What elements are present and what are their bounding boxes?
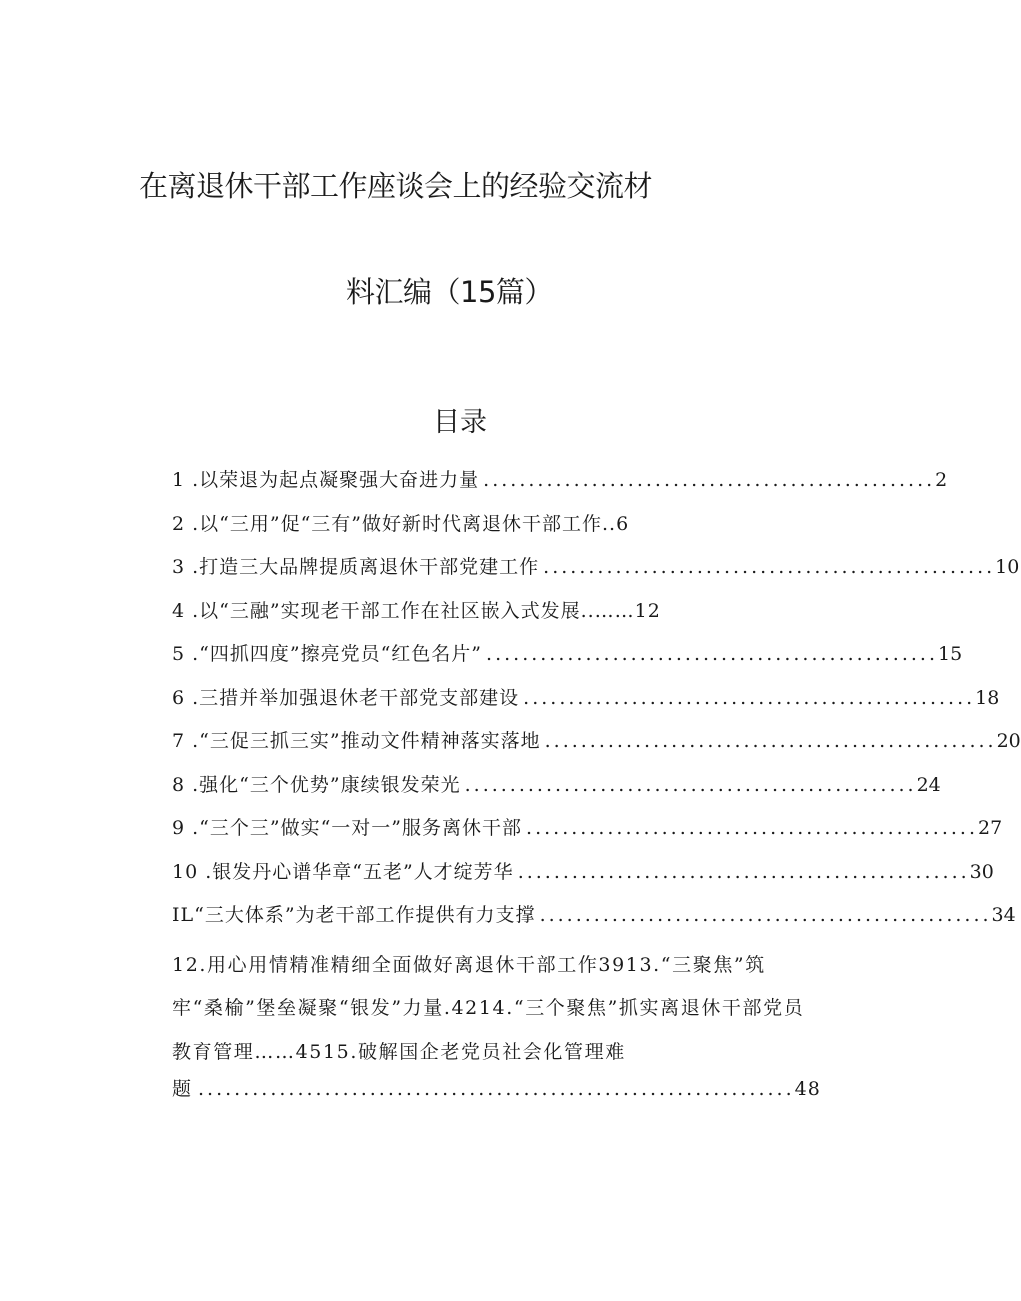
toc-page-number: 34 (991, 904, 1016, 926)
toc-entry-text: IL“三大体系”为老干部工作提供有力支撑 (172, 904, 536, 926)
toc-leader-dots: .................................................. (539, 904, 992, 926)
toc-entry-9 (172, 813, 1003, 857)
toc-leader-dots: .................................................. (517, 860, 970, 883)
toc-entry-2 (172, 509, 762, 553)
toc-entry-text: 3 .打造三大品牌提质离退休干部党建工作 (172, 556, 540, 578)
toc-entry-text: 10 .银发丹心谱华章“五老”人才绽芳华 (172, 860, 514, 883)
toc-entry-3 (172, 552, 1020, 596)
toc-leader-dots: .................................................. (486, 643, 939, 665)
toc-page-number: 24 (916, 773, 941, 796)
table-of-contents (172, 465, 1021, 1118)
toc-entry-10 (172, 857, 994, 901)
toc-leader-dots: .................................................. (483, 469, 936, 491)
toc-leader-dots: .................................................. (543, 556, 996, 578)
toc-entry-4 (172, 596, 762, 640)
toc-page-number: 15 (938, 643, 963, 665)
toc-entry-text: 9 .“三个三”做实“一对一”服务离休干部 (172, 817, 523, 839)
toc-entry-text: 5 .“四抓四度”擦亮党员“红色名片” (172, 643, 483, 665)
toc-entry-text: 4 .以“三融”实现老干部工作在社区嵌入式发展..……12 (172, 599, 661, 622)
toc-leader-dots: .................................................. (464, 773, 917, 796)
document-title-line-2: 料汇编（15篇） (346, 275, 553, 309)
toc-merged-last-line (172, 1074, 821, 1118)
toc-entry-1 (172, 465, 948, 509)
toc-page-number: 10 (995, 556, 1020, 578)
toc-entry-text: 6 .三措并举加强退休老干部党支部建设 (172, 686, 520, 709)
document-title-line-1: 在离退休干部工作座谈会上的经验交流材 (139, 169, 653, 203)
toc-leader-dots: .................................................................. (198, 1078, 795, 1100)
toc-entry-text: 1 .以荣退为起点凝聚强大奋进力量 (172, 469, 480, 491)
toc-entry-6 (172, 683, 1000, 727)
toc-merged-entries-12-15: 12.用心用情精准精细全面做好离退休干部工作3913.“三聚焦”筑牢“桑榆”堡垒凝聚“银发”力量.4214.“三个聚焦”抓实离退休干部党员教育管理……4515.破解国企老党员社会化管理难 (172, 953, 805, 1063)
toc-page-number: 30 (969, 860, 994, 883)
toc-leader-dots: .................................................. (544, 730, 997, 752)
toc-leader-dots: .................................................. (523, 686, 976, 709)
toc-page-number: 2 (935, 469, 948, 491)
toc-entry-5 (172, 639, 963, 683)
toc-page-number: 18 (975, 686, 1000, 709)
toc-page-number: 48 (794, 1078, 821, 1100)
toc-leader-dots: .................................................. (526, 817, 979, 839)
toc-entry-8 (172, 770, 941, 814)
toc-heading: 目录 (433, 407, 487, 438)
toc-entry-text: 2 .以“三用”促“三有”做好新时代离退休干部工作..6 (172, 512, 630, 535)
toc-page-number: 20 (996, 730, 1021, 752)
toc-entry-text: 8 .强化“三个优势”康续银发荣光 (172, 773, 461, 796)
toc-entry-text: 题 (172, 1078, 193, 1100)
toc-entry-7 (172, 726, 1021, 770)
toc-page-number: 27 (978, 817, 1003, 839)
toc-entry-text: 7 .“三促三抓三实”推动文件精神落实落地 (172, 730, 541, 752)
toc-entry-11 (172, 900, 1016, 944)
